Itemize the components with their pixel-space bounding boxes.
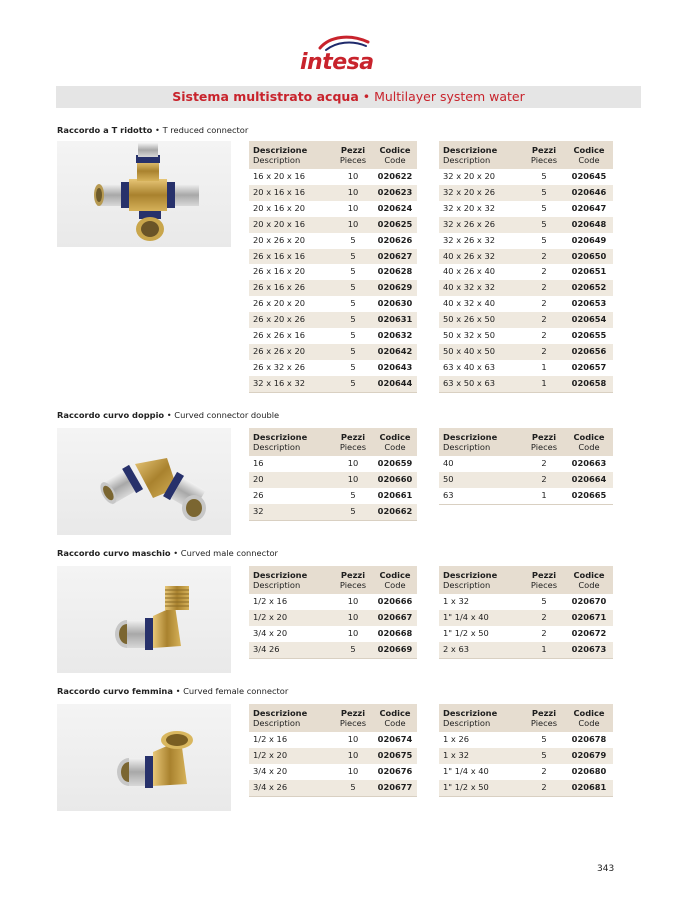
cell-description: 50 x 32 x 50 — [443, 330, 496, 341]
cell-description: 1" 1/2 x 50 — [443, 627, 489, 638]
table-curved-female-right — [439, 704, 613, 797]
page-title — [56, 86, 641, 108]
cell-code: 020629 — [373, 280, 417, 296]
cell-pieces: 10 — [347, 202, 359, 213]
table-row — [439, 748, 613, 764]
page-title-it: Sistema multistrato acqua — [172, 89, 359, 104]
table-row — [439, 280, 613, 296]
table-row — [249, 472, 417, 488]
brand-logo — [296, 32, 396, 80]
table-row — [439, 376, 613, 392]
col-header-pieces: Pezzi Pieces — [523, 704, 565, 732]
table-row — [439, 296, 613, 312]
cell-pieces: 5 — [541, 202, 547, 213]
col-header-pieces: Pezzi Pieces — [333, 566, 373, 594]
cell-description: 50 — [439, 472, 523, 488]
table-row — [249, 732, 417, 748]
section-title-en: Curved connector double — [174, 410, 280, 420]
col-header-code: Codice Code — [565, 141, 613, 169]
cell-description: 40 x 32 x 32 — [439, 280, 523, 296]
cell-pieces: 5 — [333, 344, 373, 360]
col-header-description: Descrizione Description — [439, 566, 523, 594]
cell-description: 26 — [253, 489, 264, 500]
col-header-pieces: Pezzi Pieces — [333, 428, 373, 456]
cell-description: 32 — [249, 504, 333, 520]
table-header-row — [249, 428, 417, 456]
cell-code: 020668 — [377, 627, 413, 638]
product-photo-t-reduced — [57, 141, 231, 247]
cell-pieces: 5 — [350, 234, 356, 245]
cell-code: 020665 — [571, 489, 607, 500]
cell-description: 1/2 x 16 — [253, 596, 288, 606]
cell-code: 020677 — [373, 780, 417, 796]
cell-code: 020630 — [377, 298, 413, 309]
cell-pieces: 1 — [541, 489, 547, 500]
table-row — [439, 233, 613, 249]
cell-code: 020649 — [571, 234, 607, 245]
cell-pieces: 2 — [541, 458, 547, 468]
cell-description: 1" 1/4 x 40 — [439, 610, 523, 626]
cell-pieces: 5 — [333, 280, 373, 296]
cell-description: 2 x 63 — [439, 642, 523, 658]
section-title-it: Raccordo a T ridotto — [57, 125, 153, 135]
cell-code: 020632 — [377, 330, 413, 341]
cell-code: 020627 — [373, 249, 417, 265]
cell-pieces: 2 — [541, 266, 547, 277]
table-curved-double-right — [439, 428, 613, 505]
table-row — [439, 249, 613, 265]
table-row — [249, 748, 417, 764]
col-header-code: Codice Code — [565, 704, 613, 732]
cell-pieces: 5 — [350, 361, 356, 372]
section-title-it: Raccordo curvo femmina — [57, 686, 173, 696]
col-header-pieces: Pezzi Pieces — [523, 141, 565, 169]
cell-pieces: 10 — [347, 627, 359, 638]
cell-code: 020660 — [373, 472, 417, 488]
col-header-code: Codice Code — [565, 428, 613, 456]
table-row — [249, 280, 417, 296]
col-header-pieces: Pezzi Pieces — [333, 141, 373, 169]
cell-description: 20 x 20 x 16 — [249, 217, 333, 233]
cell-description: 40 x 26 x 40 — [443, 266, 496, 277]
cell-code: 020655 — [571, 330, 607, 341]
cell-pieces: 2 — [523, 312, 565, 328]
cell-pieces: 2 — [523, 280, 565, 296]
cell-code: 020671 — [565, 610, 613, 626]
cell-pieces: 2 — [541, 627, 547, 638]
cell-description: 63 x 40 x 63 — [443, 361, 496, 372]
cell-code: 020643 — [377, 361, 413, 372]
cell-code: 020631 — [373, 312, 417, 328]
cell-description: 32 x 16 x 32 — [249, 376, 333, 392]
cell-description: 3/4 x 26 — [249, 780, 333, 796]
product-photo-curved-male — [57, 566, 231, 673]
table-row — [439, 780, 613, 796]
product-photo-curved-female — [57, 704, 231, 811]
cell-description: 16 x 20 x 16 — [253, 171, 306, 181]
table-row — [439, 185, 613, 201]
col-header-pieces: Pezzi Pieces — [333, 704, 373, 732]
cell-pieces: 10 — [347, 458, 359, 468]
cell-code: 020628 — [377, 266, 413, 277]
cell-code: 020675 — [373, 748, 417, 764]
cell-pieces: 5 — [350, 266, 356, 277]
cell-code: 020672 — [571, 627, 607, 638]
cell-code: 020669 — [373, 642, 417, 658]
cell-description: 1 x 26 — [443, 734, 470, 744]
table-row — [439, 626, 613, 642]
cell-code: 020679 — [565, 748, 613, 764]
cell-description: 20 x 16 x 16 — [249, 185, 333, 201]
table-row — [249, 456, 417, 472]
cell-code: 020656 — [565, 344, 613, 360]
table-t-reduced-left — [249, 141, 417, 393]
cell-description: 20 x 16 x 20 — [253, 202, 306, 213]
table-row — [249, 264, 417, 280]
table-row — [249, 594, 417, 610]
table-row — [439, 201, 613, 217]
cell-code: 020647 — [571, 202, 607, 213]
section-title-en: Curved male connector — [180, 548, 278, 558]
cell-pieces: 5 — [541, 596, 547, 606]
cell-pieces: 10 — [347, 765, 359, 776]
t-connector-icon — [57, 141, 231, 247]
table-row — [439, 169, 613, 185]
cell-description: 16 — [253, 458, 264, 468]
female-elbow-icon — [57, 704, 231, 811]
cell-pieces: 10 — [333, 217, 373, 233]
table-row — [249, 780, 417, 796]
col-header-code: Codice Code — [373, 141, 417, 169]
col-header-pieces: Pezzi Pieces — [523, 566, 565, 594]
cell-code: 020624 — [377, 202, 413, 213]
cell-code: 020676 — [377, 765, 413, 776]
col-header-description: Descrizione Description — [439, 141, 523, 169]
cell-pieces: 2 — [541, 298, 547, 309]
col-header-description: Descrizione Description — [249, 704, 333, 732]
cell-code: 020674 — [377, 734, 413, 744]
table-row — [439, 488, 613, 504]
table-header-row — [249, 704, 417, 732]
cell-description: 50 x 40 x 50 — [439, 344, 523, 360]
cell-pieces: 2 — [523, 780, 565, 796]
table-row — [439, 264, 613, 280]
cell-pieces: 5 — [333, 780, 373, 796]
cell-pieces: 2 — [523, 249, 565, 265]
cell-pieces: 10 — [347, 734, 359, 744]
table-row — [249, 360, 417, 376]
table-curved-female-left — [249, 704, 417, 797]
cell-code: 020661 — [377, 489, 413, 500]
table-row — [249, 344, 417, 360]
cell-pieces: 1 — [541, 361, 547, 372]
table-row — [249, 328, 417, 344]
cell-code: 020667 — [373, 610, 417, 626]
cell-code: 020625 — [373, 217, 417, 233]
cell-description: 32 x 26 x 32 — [443, 234, 496, 245]
male-elbow-icon — [57, 566, 231, 673]
cell-code: 020626 — [377, 234, 413, 245]
cell-description: 32 x 20 x 20 — [443, 171, 496, 181]
table-header-row — [439, 704, 613, 732]
table-row — [439, 312, 613, 328]
cell-description: 50 x 26 x 50 — [439, 312, 523, 328]
cell-description: 3/4 x 20 — [253, 765, 288, 776]
table-row — [249, 504, 417, 520]
cell-code: 020653 — [571, 298, 607, 309]
table-row — [439, 217, 613, 233]
cell-description: 26 x 16 x 26 — [249, 280, 333, 296]
page-number: 343 — [597, 864, 615, 874]
cell-pieces: 5 — [541, 234, 547, 245]
cell-code: 020622 — [377, 171, 413, 181]
cell-description: 63 x 50 x 63 — [439, 376, 523, 392]
cell-pieces: 2 — [541, 330, 547, 341]
cell-code: 020673 — [565, 642, 613, 658]
table-row — [439, 328, 613, 344]
cell-code: 020678 — [571, 734, 607, 744]
table-row — [249, 610, 417, 626]
cell-pieces: 10 — [333, 185, 373, 201]
cell-pieces: 1 — [523, 376, 565, 392]
table-row — [249, 488, 417, 504]
cell-code: 020663 — [571, 458, 607, 468]
cell-code: 020664 — [565, 472, 613, 488]
col-header-code: Codice Code — [373, 428, 417, 456]
table-row — [439, 456, 613, 472]
col-header-description: Descrizione Description — [439, 704, 523, 732]
cell-pieces: 1 — [523, 642, 565, 658]
cell-description: 1/2 x 20 — [249, 748, 333, 764]
cell-description: 1 x 32 — [439, 748, 523, 764]
cell-description: 1/2 x 20 — [249, 610, 333, 626]
table-curved-male-right — [439, 566, 613, 659]
table-row — [249, 642, 417, 658]
cell-pieces: 10 — [333, 610, 373, 626]
table-row — [439, 344, 613, 360]
col-header-pieces: Pezzi Pieces — [523, 428, 565, 456]
table-row — [439, 732, 613, 748]
table-row — [249, 312, 417, 328]
table-row — [249, 169, 417, 185]
cell-code: 020666 — [377, 596, 413, 606]
cell-pieces: 5 — [523, 217, 565, 233]
cell-pieces: 2 — [541, 765, 547, 776]
cell-description: 26 x 16 x 16 — [249, 249, 333, 265]
cell-pieces: 5 — [333, 249, 373, 265]
cell-description: 1" 1/2 x 50 — [439, 780, 523, 796]
table-row — [249, 233, 417, 249]
col-header-description: Descrizione Description — [439, 428, 523, 456]
cell-pieces: 5 — [350, 330, 356, 341]
cell-description: 3/4 x 20 — [253, 627, 288, 638]
col-header-code: Codice Code — [565, 566, 613, 594]
table-row — [249, 296, 417, 312]
col-header-code: Codice Code — [373, 704, 417, 732]
section-title-curved-male: Raccordo curvo maschio • Curved male connector — [57, 548, 278, 558]
cell-description: 1 x 32 — [443, 596, 470, 606]
cell-pieces: 5 — [523, 185, 565, 201]
table-header-row — [249, 566, 417, 594]
table-row — [249, 217, 417, 233]
section-title-en: T reduced connector — [162, 125, 249, 135]
cell-pieces: 2 — [523, 610, 565, 626]
table-row — [439, 610, 613, 626]
cell-code: 020644 — [373, 376, 417, 392]
cell-code: 020680 — [571, 765, 607, 776]
cell-code: 020623 — [373, 185, 417, 201]
cell-description: 40 — [443, 458, 454, 468]
section-title-curved-double: Raccordo curvo doppio • Curved connector double — [57, 410, 280, 420]
cell-pieces: 2 — [523, 344, 565, 360]
table-row — [249, 185, 417, 201]
cell-pieces: 10 — [333, 472, 373, 488]
cell-code: 020650 — [565, 249, 613, 265]
cell-pieces: 5 — [333, 642, 373, 658]
cell-description: 40 x 26 x 32 — [439, 249, 523, 265]
cell-description: 63 — [443, 489, 454, 500]
table-header-row — [439, 141, 613, 169]
cell-description: 32 x 20 x 26 — [439, 185, 523, 201]
cell-pieces: 5 — [541, 171, 547, 181]
col-header-code: Codice Code — [373, 566, 417, 594]
table-row — [439, 642, 613, 658]
cell-description: 26 x 32 x 26 — [253, 361, 306, 372]
cell-description: 20 — [249, 472, 333, 488]
logo-wordmark: intesa — [300, 50, 374, 75]
cell-code: 020657 — [571, 361, 607, 372]
cell-pieces: 10 — [347, 596, 359, 606]
table-row — [249, 201, 417, 217]
cell-description: 32 x 26 x 26 — [439, 217, 523, 233]
cell-code: 020654 — [565, 312, 613, 328]
cell-pieces: 5 — [333, 312, 373, 328]
table-header-row — [439, 566, 613, 594]
cell-code: 020651 — [571, 266, 607, 277]
cell-description: 26 x 20 x 26 — [249, 312, 333, 328]
cell-code: 020646 — [565, 185, 613, 201]
cell-description: 26 x 16 x 20 — [253, 266, 306, 277]
col-header-description: Descrizione Description — [249, 141, 333, 169]
cell-description: 26 x 26 x 20 — [249, 344, 333, 360]
cell-code: 020642 — [373, 344, 417, 360]
cell-code: 020648 — [565, 217, 613, 233]
table-row — [439, 764, 613, 780]
page-title-separator: • — [358, 89, 375, 104]
section-title-it: Raccordo curvo maschio — [57, 548, 171, 558]
table-header-row — [249, 141, 417, 169]
table-row — [249, 626, 417, 642]
product-photo-curved-double — [57, 428, 231, 535]
table-curved-male-left — [249, 566, 417, 659]
cell-description: 26 x 26 x 16 — [253, 330, 306, 341]
cell-pieces: 5 — [333, 376, 373, 392]
section-title-curved-female: Raccordo curvo femmina • Curved female connector — [57, 686, 289, 696]
cell-code: 020681 — [565, 780, 613, 796]
cell-description: 20 x 26 x 20 — [253, 234, 306, 245]
page-title-en: Multilayer system water — [374, 89, 525, 104]
section-title-t-reduced: Raccordo a T ridotto • T reduced connector — [57, 125, 249, 135]
table-header-row — [439, 428, 613, 456]
table-row — [249, 376, 417, 392]
col-header-description: Descrizione Description — [249, 428, 333, 456]
cell-description: 3/4 26 — [249, 642, 333, 658]
table-row — [249, 249, 417, 265]
table-curved-double-left — [249, 428, 417, 521]
table-row — [439, 472, 613, 488]
cell-pieces: 5 — [350, 489, 356, 500]
cell-description: 1" 1/4 x 40 — [443, 765, 489, 776]
cell-pieces: 10 — [333, 748, 373, 764]
cell-code: 020645 — [571, 171, 607, 181]
cell-pieces: 10 — [347, 171, 359, 181]
cell-description: 26 x 20 x 20 — [253, 298, 306, 309]
section-title-it: Raccordo curvo doppio — [57, 410, 165, 420]
cell-pieces: 5 — [350, 298, 356, 309]
col-header-description: Descrizione Description — [249, 566, 333, 594]
elbow-connector-icon — [57, 428, 231, 535]
cell-pieces: 5 — [333, 504, 373, 520]
cell-code: 020652 — [565, 280, 613, 296]
cell-pieces: 5 — [523, 748, 565, 764]
cell-code: 020670 — [571, 596, 607, 606]
cell-pieces: 5 — [541, 734, 547, 744]
cell-code: 020658 — [565, 376, 613, 392]
cell-description: 32 x 20 x 32 — [443, 202, 496, 213]
table-row — [439, 594, 613, 610]
cell-description: 40 x 32 x 40 — [443, 298, 496, 309]
cell-pieces: 2 — [523, 472, 565, 488]
cell-code: 020662 — [373, 504, 417, 520]
table-row — [439, 360, 613, 376]
cell-description: 1/2 x 16 — [253, 734, 288, 744]
table-t-reduced-right — [439, 141, 613, 393]
section-title-en: Curved female connector — [183, 686, 289, 696]
cell-code: 020659 — [377, 458, 413, 468]
table-row — [249, 764, 417, 780]
